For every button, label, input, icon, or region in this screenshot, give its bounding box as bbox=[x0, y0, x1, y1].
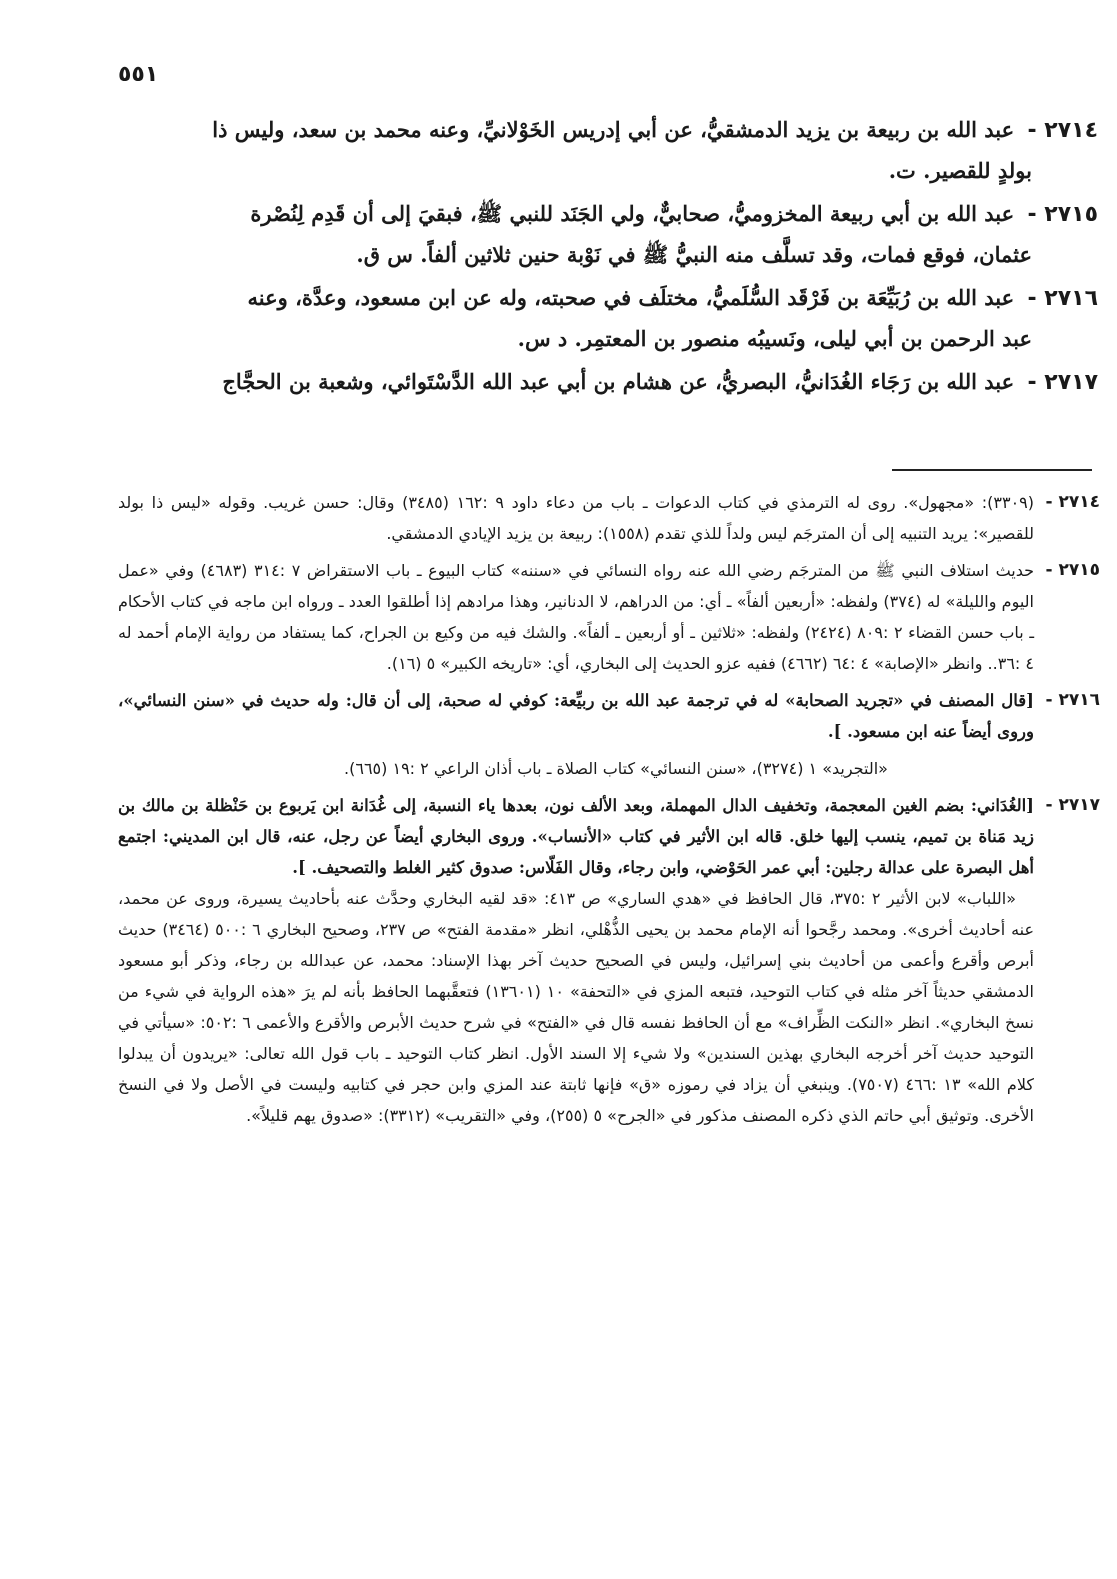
entry-2714 bbox=[128, 110, 1098, 191]
footnote-number: ٢٧١٤ - bbox=[1045, 492, 1100, 512]
footnote-text: (٣٣٠٩): «مجهول». روى له الترمذي في كتاب الدعوات ـ باب من دعاء داود ٩ :١٦٢ (٣٤٨٥) وقال: حسن غريب. وقوله «ليس ذا بولد للقصير»: يريد التنبيه إلى أن المترجَم ليس ولداً للذي تقدم (١٥٥٨): ربيعة بن يزيد الإيادي الدمشقي. bbox=[118, 493, 1035, 543]
entry-line: عبد الله بن رَجَاء الغُدَانيُّ، البصريُّ، عن هشام بن أبي عبد الله الدَّسْتَوائي، وشعبة بن الحجَّاج bbox=[222, 369, 1015, 394]
footnote-number: ٢٧١٧ - bbox=[1045, 795, 1100, 815]
entry-2716 bbox=[128, 278, 1098, 359]
entry-line: عبد الله بن أبي ربيعة المخزوميُّ، صحابيٌّ، ولي الجَنَد للنبي ﷺ، فبقيَ إلى أن قَدِم لِنُصْرة bbox=[250, 201, 1015, 226]
footnote-reference: «التجريد» ١ (٣٢٧٤)، «سنن النسائي» كتاب الصلاة ـ باب أذان الراعي ٢ :١٩ (٦٦٥). bbox=[344, 759, 888, 778]
footnotes bbox=[118, 487, 1100, 1137]
footnote-text: حديث استلاف النبي ﷺ من المترجَم رضي الله عنه رواه النسائي في «سننه» كتاب البيوع ـ باب الاستقراض ٧ :٣١٤ (٤٦٨٣) وفي «عمل اليوم والليلة» له (٣٧٤) ولفظه: «أربعين ألفاً» ـ أي: من الدراهم، لا الدنانير، وهذا مرادهم إذا أطلقوا العدد ـ ورواه ابن ماجه في كتاب الأحكام ـ باب حسن القضاء ٢ :٨٠٩ (٢٤٢٤) ولفظه: «ثلاثين ـ أو أربعين ـ ألفاً». والشك فيه من وكيع بن الجراح، كما يستفاد من رواية الإمام أحمد له ٤ :٣٦.. وانظر «الإصابة» ٤ :٦٤ (٤٦٦٢) ففيه عزو الحديث إلى البخاري، أي: «تاريخه الكبير» ٥ (١٦). bbox=[118, 561, 1035, 673]
entry-line: عثمان، فوقع فمات، وقد تسلَّف منه النبيُّ ﷺ في نَوْبة حنين ثلاثين ألفاً. س ق. bbox=[356, 242, 1032, 267]
entry-2715 bbox=[128, 194, 1098, 275]
entry-2717 bbox=[128, 362, 1098, 403]
entry-body bbox=[128, 285, 1098, 359]
entry-number: ٢٧١٧ - bbox=[1027, 370, 1098, 395]
footnote-2717 bbox=[118, 790, 1100, 1131]
main-text bbox=[128, 110, 1098, 406]
footnote-number: ٢٧١٥ - bbox=[1045, 560, 1100, 580]
footnote-quote: [الغُدَاني: بضم الغين المعجمة، وتخفيف الدال المهملة، وبعد الألف نون، بعدها ياء النسبة، إلى غُدَانة ابن يَربوع بن حَنْظلة بن مالك بن زيد مَناة بن تميم، ينسب إليها خلق. قاله ابن الأثير في كتاب «الأنساب». وروى البخاري أيضاً عن رجل، عنه، قال ابن المديني: اجتمع أهل البصرة على عدالة رجلين: أبي عمر الحَوْضي، وابن رجاء، وقال الفَلّاس: صدوق كثير الغلط والتصحيف. ]. bbox=[118, 796, 1034, 877]
footnote-number: ٢٧١٦ - bbox=[1045, 690, 1100, 710]
entry-number: ٢٧١٤ - bbox=[1027, 118, 1098, 143]
entry-line: بولدٍ للقصير. ت. bbox=[888, 158, 1032, 183]
entry-number: ٢٧١٦ - bbox=[1027, 286, 1098, 311]
page-number: ٥٥١ bbox=[118, 62, 159, 87]
entry-line: عبد الرحمن بن أبي ليلى، ونَسيبُه منصور بن المعتمِر. د س. bbox=[517, 326, 1032, 351]
footnote-2714 bbox=[118, 487, 1100, 549]
footnote-quote: [قال المصنف في «تجريد الصحابة» له في ترجمة عبد الله بن ربيِّعة: كوفي له صحبة، إلى أن قال: وله حديث في «سنن النسائي»، وروى أيضاً عنه ابن مسعود. ]. bbox=[118, 691, 1034, 741]
footnote-text: «اللباب» لابن الأثير ٢ :٣٧٥، قال الحافظ في «هدي الساري» ص ٤١٣: «قد لقيه البخاري وحدَّث عنه بأحاديث يسيرة، وروى عن محمد، عنه أحاديث أخرى». ومحمد رجَّحوا أنه الإمام محمد بن يحيى الذُّهْلي، انظر «مقدمة الفتح» ص ٢٣٧، وصحيح البخاري ٦ :٥٠٠ (٣٤٦٤) حديث أبرص وأقرع وأعمى من أحاديث بني إسرائيل، وليس في الصحيح حديث آخر بهذا الإسناد: محمد، عن عبدالله بن رجاء، وذكر أبو مسعود الدمشقي حديثاً آخر مثله في كتاب التوحيد، فتبعه المزي في «التحفة» ١٠ (١٣٦٠١) فتعقَّبهما الحافظ بأنه لم يرَ «هذه الرواية في شيء من نسخ البخاري». انظر «النكت الظِّراف» مع أن الحافظ نفسه قال في «الفتح» في شرح حديث الأبرص والأقرع والأعمى ٦ :٥٠٢: «سيأتي في التوحيد حديث آخر أخرجه البخاري بهذين السندين» ولا شيء إلا السند الأول. انظر كتاب التوحيد ـ باب قول الله تعالى: «يريدون أن يبدلوا كلام الله» ١٣ :٤٦٦ (٧٥٠٧). وينبغي أن يزاد في رموزه «ق» فإنها ثابتة عند المزي وابن حجر في كتابيه وليست في الأصل ولا في النسخ الأخرى. وتوثيق أبي حاتم الذي ذكره المصنف مذكور في «الجرح» ٥ (٢٥٥)، وفي «التقريب» (٣٣١٢): «صدوق يهم قليلاً». bbox=[118, 889, 1035, 1125]
entry-line: عبد الله بن ربيعة بن يزيد الدمشقيُّ، عن أبي إدريس الخَوْلانيِّ، وعنه محمد بن سعد، وليس ذا bbox=[212, 117, 1015, 142]
footnote-2715 bbox=[118, 555, 1100, 679]
entry-body bbox=[128, 117, 1098, 191]
footnote-2716 bbox=[118, 685, 1100, 784]
entry-body bbox=[128, 201, 1098, 275]
entry-body bbox=[222, 369, 1014, 394]
footnote-separator bbox=[892, 469, 1092, 471]
entry-line: عبد الله بن رُبَيِّعَة بن فَرْقَد السُّلَميُّ، مختلَف في صحبته، وله عن ابن مسعود، وعدَّة، وعنه bbox=[247, 285, 1015, 310]
entry-number: ٢٧١٥ - bbox=[1027, 202, 1098, 227]
